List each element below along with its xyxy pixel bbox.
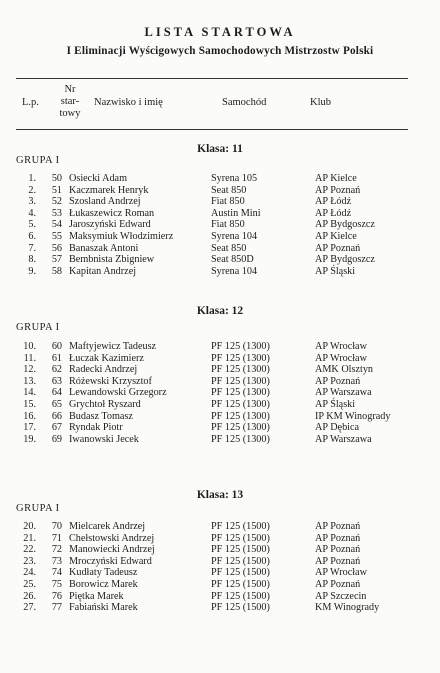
- row-club: AP Warszawa: [315, 387, 372, 399]
- row-car: PF 125 (1300): [211, 387, 270, 399]
- row-lp: 2.: [28, 184, 36, 196]
- row-lp: 8.: [28, 254, 36, 266]
- row-car: Syrena 104: [211, 265, 258, 277]
- row-lp: 17.: [23, 422, 36, 434]
- table-row: [0, 173, 440, 185]
- column-header-lp: L.p.: [22, 97, 39, 108]
- table-row: [0, 556, 440, 568]
- row-club: KM Winogrady: [315, 602, 380, 614]
- row-club: AP Śląski: [315, 398, 356, 410]
- row-start-number: 65: [51, 398, 62, 410]
- row-car: PF 125 (1500): [211, 521, 270, 532]
- row-club: AP Poznań: [315, 555, 361, 567]
- row-lp: 22.: [23, 544, 36, 556]
- row-lp: 4.: [28, 207, 36, 219]
- entry-list: [0, 341, 440, 445]
- row-start-number: 76: [51, 590, 62, 602]
- row-start-number: 54: [51, 219, 62, 231]
- row-driver-name: Piętka Marek: [69, 590, 124, 602]
- row-lp: 13.: [23, 375, 36, 387]
- row-driver-name: Łukaszewicz Roman: [69, 207, 155, 219]
- table-row: [0, 341, 440, 353]
- row-driver-name: Mielcarek Andrzej: [69, 521, 146, 532]
- row-car: Fiat 850: [211, 196, 245, 208]
- row-driver-name: Osiecki Adam: [69, 173, 128, 184]
- table-row: [0, 579, 440, 591]
- row-club: AP Kielce: [315, 230, 357, 242]
- row-car: PF 125 (1300): [211, 352, 270, 364]
- row-driver-name: Jaroszyński Edward: [69, 219, 151, 231]
- row-car: Seat 850: [211, 242, 247, 254]
- row-car: PF 125 (1500): [211, 567, 270, 579]
- row-lp: 24.: [23, 567, 36, 579]
- row-car: Seat 850D: [211, 254, 254, 266]
- table-row: [0, 266, 440, 278]
- column-header-club: Klub: [310, 97, 331, 108]
- table-row: [0, 544, 440, 556]
- table-row: [0, 364, 440, 376]
- row-driver-name: Chełstowski Andrzej: [69, 532, 155, 544]
- table-row: [0, 591, 440, 603]
- row-start-number: 62: [51, 364, 62, 376]
- row-lp: 14.: [23, 387, 36, 399]
- row-start-number: 52: [51, 196, 62, 208]
- row-car: PF 125 (1300): [211, 410, 270, 422]
- row-club: AP Szczecin: [315, 590, 367, 602]
- table-row: [0, 602, 440, 614]
- column-header-car: Samochód: [222, 97, 267, 108]
- row-car: Austin Mini: [211, 207, 261, 219]
- row-driver-name: Różewski Krzysztof: [69, 375, 152, 387]
- row-driver-name: Budasz Tomasz: [69, 410, 133, 422]
- row-club: AP Poznań: [315, 521, 361, 532]
- row-driver-name: Fabiański Marek: [69, 602, 138, 614]
- column-header-nr-line: star-: [60, 96, 80, 107]
- row-club: AP Łódź: [315, 196, 352, 208]
- grupa-label: GRUPA I: [16, 155, 60, 166]
- row-car: PF 125 (1500): [211, 602, 270, 614]
- row-driver-name: Grychtoł Ryszard: [69, 398, 141, 410]
- row-club: AP Wrocław: [315, 352, 367, 364]
- row-car: PF 125 (1300): [211, 398, 270, 410]
- row-start-number: 64: [51, 387, 62, 399]
- table-row: [0, 567, 440, 579]
- table-row: [0, 521, 440, 533]
- table-row: [0, 422, 440, 434]
- row-driver-name: Radecki Andrzej: [69, 364, 138, 376]
- row-car: PF 125 (1300): [211, 433, 270, 445]
- row-car: PF 125 (1300): [211, 341, 270, 352]
- row-car: PF 125 (1300): [211, 375, 270, 387]
- row-start-number: 53: [51, 207, 62, 219]
- row-club: AP Bydgoszcz: [315, 219, 375, 231]
- table-row: [0, 533, 440, 545]
- grupa-label: GRUPA I: [16, 322, 60, 333]
- row-driver-name: Kapitan Andrzej: [69, 265, 137, 277]
- row-car: PF 125 (1300): [211, 422, 270, 434]
- row-car: PF 125 (1500): [211, 544, 270, 556]
- table-row: [0, 219, 440, 231]
- row-driver-name: Łuczak Kazimierz: [69, 352, 144, 364]
- row-start-number: 58: [51, 265, 62, 277]
- row-driver-name: Kaczmarek Henryk: [69, 184, 149, 196]
- row-car: Syrena 105: [211, 173, 258, 184]
- row-driver-name: Kudłaty Tadeusz: [69, 567, 138, 579]
- row-club: AP Wrocław: [315, 567, 367, 579]
- row-driver-name: Maftyjewicz Tadeusz: [69, 341, 157, 352]
- entry-list: [0, 173, 440, 277]
- row-club: AP Poznań: [315, 544, 361, 556]
- column-header-name: Nazwisko i imię: [94, 97, 163, 108]
- row-car: PF 125 (1300): [211, 364, 270, 376]
- row-car: Seat 850: [211, 184, 247, 196]
- document-subtitle: I Eliminacji Wyścigowych Samochodowych Mistrzostw Polski: [66, 45, 374, 57]
- row-start-number: 56: [51, 242, 62, 254]
- entry-list: [0, 521, 440, 614]
- row-driver-name: Bembnista Zbigniew: [69, 254, 155, 266]
- table-row: [0, 208, 440, 220]
- row-driver-name: Borowicz Marek: [69, 578, 138, 590]
- table-row: [0, 411, 440, 423]
- row-car: PF 125 (1500): [211, 590, 270, 602]
- row-start-number: 63: [51, 375, 62, 387]
- row-club: AP Kielce: [315, 173, 357, 184]
- row-start-number: 72: [51, 544, 62, 556]
- row-club: AP Wrocław: [315, 341, 367, 352]
- row-driver-name: Manowiecki Andrzej: [69, 544, 155, 556]
- row-driver-name: Ryndak Piotr: [69, 422, 123, 434]
- row-club: AP Poznań: [315, 578, 361, 590]
- klasa-heading: Klasa: 11: [197, 143, 243, 155]
- row-start-number: 66: [51, 410, 62, 422]
- row-start-number: 51: [51, 184, 62, 196]
- row-lp: 23.: [23, 555, 36, 567]
- klasa-heading: Klasa: 13: [196, 489, 244, 501]
- row-lp: 7.: [28, 242, 36, 254]
- row-lp: 1.: [28, 173, 36, 184]
- row-lp: 27.: [23, 602, 36, 614]
- row-club: AP Poznań: [315, 532, 361, 544]
- row-lp: 21.: [23, 532, 36, 544]
- row-lp: 20.: [23, 521, 36, 532]
- column-header-nr: [52, 84, 88, 120]
- row-club: AP Łódź: [315, 207, 352, 219]
- row-driver-name: Banaszak Antoni: [69, 242, 139, 254]
- row-start-number: 74: [51, 567, 62, 579]
- grupa-label: GRUPA I: [16, 503, 60, 514]
- row-start-number: 57: [51, 254, 62, 266]
- row-club: AP Dębica: [315, 422, 360, 434]
- row-start-number: 77: [51, 602, 62, 614]
- row-club: AP Poznań: [315, 375, 361, 387]
- row-driver-name: Iwanowski Jecek: [69, 433, 139, 445]
- row-lp: 12.: [23, 364, 36, 376]
- row-lp: 25.: [23, 578, 36, 590]
- klasa-heading: Klasa: 12: [196, 305, 244, 317]
- row-club: AP Warszawa: [315, 433, 372, 445]
- row-lp: 11.: [23, 352, 36, 364]
- row-driver-name: Maksymiuk Włodzimierz: [69, 230, 174, 242]
- row-car: Syrena 104: [211, 230, 258, 242]
- row-lp: 15.: [23, 398, 36, 410]
- table-row: [0, 185, 440, 197]
- row-club: IP KM Winogrady: [315, 410, 391, 422]
- row-start-number: 55: [51, 230, 62, 242]
- column-header-nr-line: towy: [59, 108, 81, 119]
- row-club: AP Bydgoszcz: [315, 254, 375, 266]
- row-start-number: 50: [51, 173, 62, 184]
- table-row: [0, 254, 440, 266]
- row-lp: 26.: [23, 590, 36, 602]
- row-driver-name: Lewandowski Grzegorz: [69, 387, 167, 399]
- row-club: AP Poznań: [315, 242, 361, 254]
- row-club: AP Poznań: [315, 184, 361, 196]
- row-start-number: 61: [51, 352, 62, 364]
- row-driver-name: Mroczyński Edward: [69, 555, 152, 567]
- row-start-number: 75: [51, 578, 62, 590]
- table-row: [0, 196, 440, 208]
- row-lp: 6.: [28, 230, 36, 242]
- row-club: AMK Olsztyn: [315, 364, 374, 376]
- table-row: [0, 376, 440, 388]
- table-row: [0, 243, 440, 255]
- row-lp: 9.: [28, 265, 36, 277]
- row-start-number: 69: [51, 433, 62, 445]
- row-start-number: 60: [51, 341, 62, 352]
- document-title: LISTA STARTOWA: [144, 25, 296, 39]
- header-top-rule: [16, 78, 408, 79]
- row-lp: 5.: [28, 219, 36, 231]
- row-club: AP Śląski: [315, 265, 356, 277]
- row-car: PF 125 (1500): [211, 555, 270, 567]
- row-car: Fiat 850: [211, 219, 245, 231]
- table-row: [0, 434, 440, 446]
- header-bottom-rule: [16, 129, 408, 130]
- row-lp: 19.: [23, 433, 36, 445]
- row-lp: 10.: [23, 341, 36, 352]
- row-start-number: 70: [51, 521, 62, 532]
- row-start-number: 73: [51, 555, 62, 567]
- row-car: PF 125 (1500): [211, 532, 270, 544]
- table-row: [0, 399, 440, 411]
- column-header-nr-line: Nr: [64, 84, 76, 95]
- row-lp: 16.: [23, 410, 36, 422]
- row-start-number: 71: [51, 532, 62, 544]
- row-lp: 3.: [28, 196, 36, 208]
- table-row: [0, 387, 440, 399]
- row-driver-name: Szosland Andrzej: [69, 196, 141, 208]
- table-row: [0, 231, 440, 243]
- row-start-number: 67: [51, 422, 62, 434]
- row-car: PF 125 (1500): [211, 578, 270, 590]
- table-row: [0, 353, 440, 365]
